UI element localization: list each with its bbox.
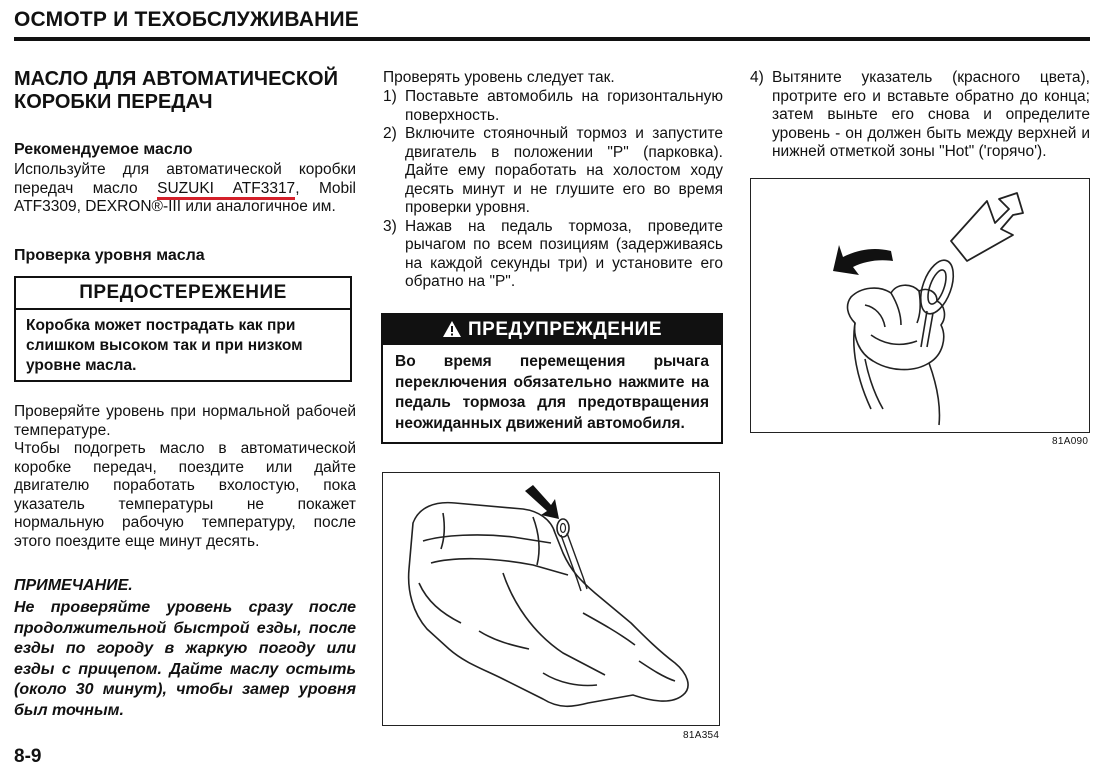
- procedure-steps-continued: [750, 69, 1090, 162]
- caution-box: [14, 276, 352, 382]
- caution-title: ПРЕДОСТЕРЕЖЕНИЕ: [16, 278, 350, 310]
- header-rule: [14, 37, 1090, 41]
- caution-text: Коробка может пострадать как при слишком высоком так и при низком уровне масла.: [26, 317, 303, 374]
- figure-code-1: 81A354: [683, 730, 720, 741]
- procedure-step: [383, 218, 723, 292]
- level-check-heading: Проверка уровня масла: [14, 247, 205, 264]
- dipstick-illustration: [751, 179, 1088, 431]
- recommended-oil-heading: Рекомендуемое масло: [14, 141, 193, 158]
- procedure-steps: [383, 88, 723, 292]
- procedure-step: [750, 69, 1090, 162]
- temperature-paragraphs: [14, 403, 356, 551]
- warning-title: ПРЕДУПРЕЖДЕНИЕ: [467, 319, 663, 340]
- step-text: Включите стояночный тормоз и запустите двигатель в положении "P" (парковка). Дайте ему поработать на холостом ходу десять минут и не глушите его во время проверки уровня.: [405, 125, 723, 216]
- step-number: 2): [383, 125, 397, 142]
- warning-text: Во время перемещения рычага переключения обязательно нажмите на педаль тормоза для предотвращения неожиданных движений автомобиля.: [395, 353, 709, 432]
- procedure-intro: Проверять уровень следует так.: [383, 69, 615, 86]
- figure-transmission: [382, 472, 720, 726]
- warning-header: [383, 315, 721, 345]
- note-text: Не проверяйте уровень сразу после продолжительной быстрой езды, после езды по городу в жаркую погоду или езды с прицепом. Дайте маслу остыть (около 30 минут), чтобы замер уровня был точным.: [14, 599, 356, 719]
- section-title: [14, 68, 356, 114]
- procedure-step: [383, 125, 723, 218]
- step-number: 1): [383, 88, 397, 105]
- figure-dipstick: [750, 178, 1090, 433]
- warning-box: [381, 313, 723, 444]
- procedure-step: [383, 88, 723, 125]
- step-number: 3): [383, 217, 397, 235]
- warning-triangle-icon: [442, 320, 462, 338]
- step-number: 4): [750, 69, 764, 86]
- step-text: Вытяните указатель (красного цвета), протрите его и вставьте обратно до конца; затем выньте его снова и определите уровень - он должен быть между верхней и нижней отметкой зоны "Hot" ('горячо').: [772, 69, 1090, 160]
- recommended-oil-text: [14, 161, 356, 217]
- recommended-text-before: Используйте для автоматической коробки передач масло: [14, 161, 356, 197]
- paragraph-warmup: Чтобы подогреть масло в автоматической коробке передач, поездите или дайте двигателю поработать вхолостую, пока указатель температуры не покажет нормальную рабочую температуру, после этого поездите еще минут десять.: [14, 440, 356, 550]
- figure-code-2: 81A090: [1052, 436, 1089, 447]
- transmission-illustration: [383, 473, 718, 724]
- section-title-line2: КОРОБКИ ПЕРЕДАЧ: [14, 91, 213, 113]
- recommended-oil-brand: SUZUKI ATF3317: [157, 180, 295, 200]
- step-text: Нажав на педаль тормоза, проведите рычагом по всем позициям (задерживаясь на каждой секунды три) и установите его обратно на "P".: [405, 217, 723, 290]
- recommended-text-after: , Mobil ATF3309, DEXRON®-III или аналогичное им.: [14, 179, 356, 215]
- section-title-line1: МАСЛО ДЛЯ АВТОМАТИЧЕСКОЙ: [14, 68, 338, 90]
- note-title: ПРИМЕЧАНИЕ.: [14, 577, 133, 594]
- page-number: 8-9: [14, 746, 42, 767]
- step-text: Поставьте автомобиль на горизонтальную поверхность.: [405, 88, 723, 124]
- paragraph-normal-temp: Проверяйте уровень при нормальной рабочей температуре.: [14, 403, 356, 439]
- page-header-title: ОСМОТР И ТЕХОБСЛУЖИВАНИЕ: [14, 8, 359, 31]
